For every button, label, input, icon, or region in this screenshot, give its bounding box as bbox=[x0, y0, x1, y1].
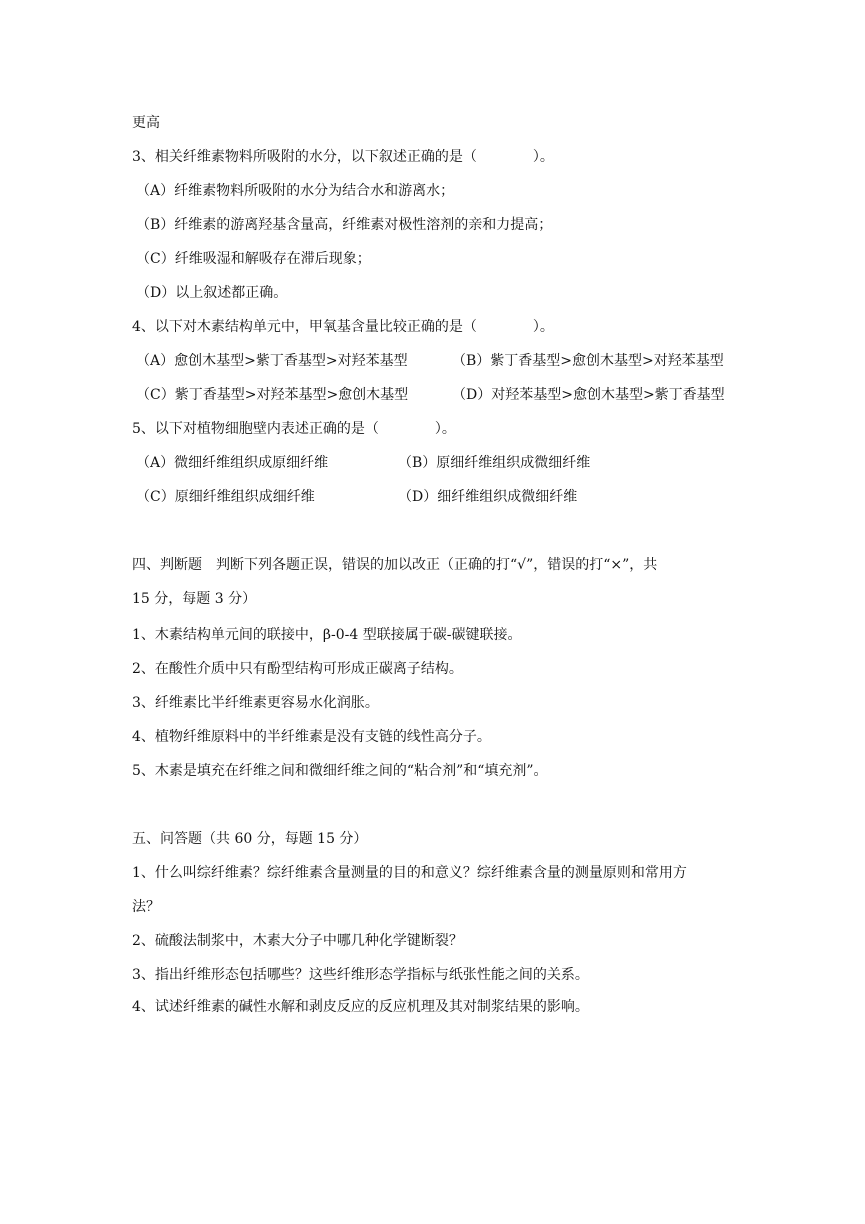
essay-question-3: 3、指出纤维形态包括哪些？这些纤维形态学指标与纸张性能之间的关系。 bbox=[132, 967, 589, 983]
question-3-option-b: （B）纤维素的游离羟基含量高，纤维素对极性溶剂的亲和力提高； bbox=[136, 217, 553, 233]
question-4-option-d: （D）对羟苯基型>愈创木基型>紫丁香基型 bbox=[452, 387, 725, 403]
question-3-option-c: （C）纤维吸湿和解吸存在滞后现象； bbox=[136, 251, 371, 267]
question-5-option-a: （A）微细纤维组织成原细纤维 bbox=[136, 455, 329, 471]
section-4-title-cont: 15 分，每题 3 分） bbox=[132, 591, 257, 607]
judge-item-1: 1、木素结构单元间的联接中，β-0-4 型联接属于碳-碳键联接。 bbox=[132, 627, 522, 643]
question-3-stem: 3、相关纤维素物料所吸附的水分，以下叙述正确的是（ ）。 bbox=[132, 149, 554, 165]
section-4-title: 四、判断题 判断下列各题正误，错误的加以改正（正确的打“√”，错误的打“×”，共 bbox=[132, 557, 658, 573]
section-5-title: 五、问答题（共 60 分，每题 15 分） bbox=[132, 831, 368, 847]
question-4-option-c: （C）紫丁香基型>对羟苯基型>愈创木基型 bbox=[136, 387, 409, 403]
question-3-option-d: （D）以上叙述都正确。 bbox=[136, 285, 288, 301]
question-5-option-d: （D）细纤维组织成微细纤维 bbox=[398, 489, 578, 505]
judge-item-2: 2、在酸性介质中只有酚型结构可形成正碳离子结构。 bbox=[132, 661, 463, 677]
question-4-option-a: （A）愈创木基型>紫丁香基型>对羟苯基型 bbox=[136, 353, 408, 369]
essay-question-4: 4、试述纤维素的碱性水解和剥皮反应的反应机理及其对制浆结果的影响。 bbox=[132, 999, 589, 1015]
essay-question-1: 1、什么叫综纤维素？综纤维素含量测量的目的和意义？综纤维素含量的测量原则和常用方 bbox=[132, 865, 687, 881]
judge-item-4: 4、植物纤维原料中的半纤维素是没有支链的线性高分子。 bbox=[132, 729, 491, 745]
question-5-option-c: （C）原细纤维组织成细纤维 bbox=[136, 489, 315, 505]
question-5-stem: 5、以下对植物细胞壁内表述正确的是（ ）。 bbox=[132, 421, 456, 437]
essay-question-2: 2、硫酸法制浆中，木素大分子中哪几种化学键断裂？ bbox=[132, 933, 463, 949]
essay-question-1-cont: 法？ bbox=[132, 899, 160, 915]
judge-item-5: 5、木素是填充在纤维之间和微细纤维之间的“粘合剂”和“填充剂”。 bbox=[132, 763, 548, 779]
question-5-option-b: （B）原细纤维组织成微细纤维 bbox=[398, 455, 591, 471]
continuation-text: 更高 bbox=[132, 115, 160, 131]
question-3-option-a: （A）纤维素物料所吸附的水分为结合水和游离水； bbox=[136, 183, 455, 199]
question-4-stem: 4、以下对木素结构单元中，甲氧基含量比较正确的是（ ）。 bbox=[132, 319, 554, 335]
question-4-option-b: （B）紫丁香基型>愈创木基型>对羟苯基型 bbox=[452, 353, 724, 369]
judge-item-3: 3、纤维素比半纤维素更容易水化润胀。 bbox=[132, 695, 379, 711]
